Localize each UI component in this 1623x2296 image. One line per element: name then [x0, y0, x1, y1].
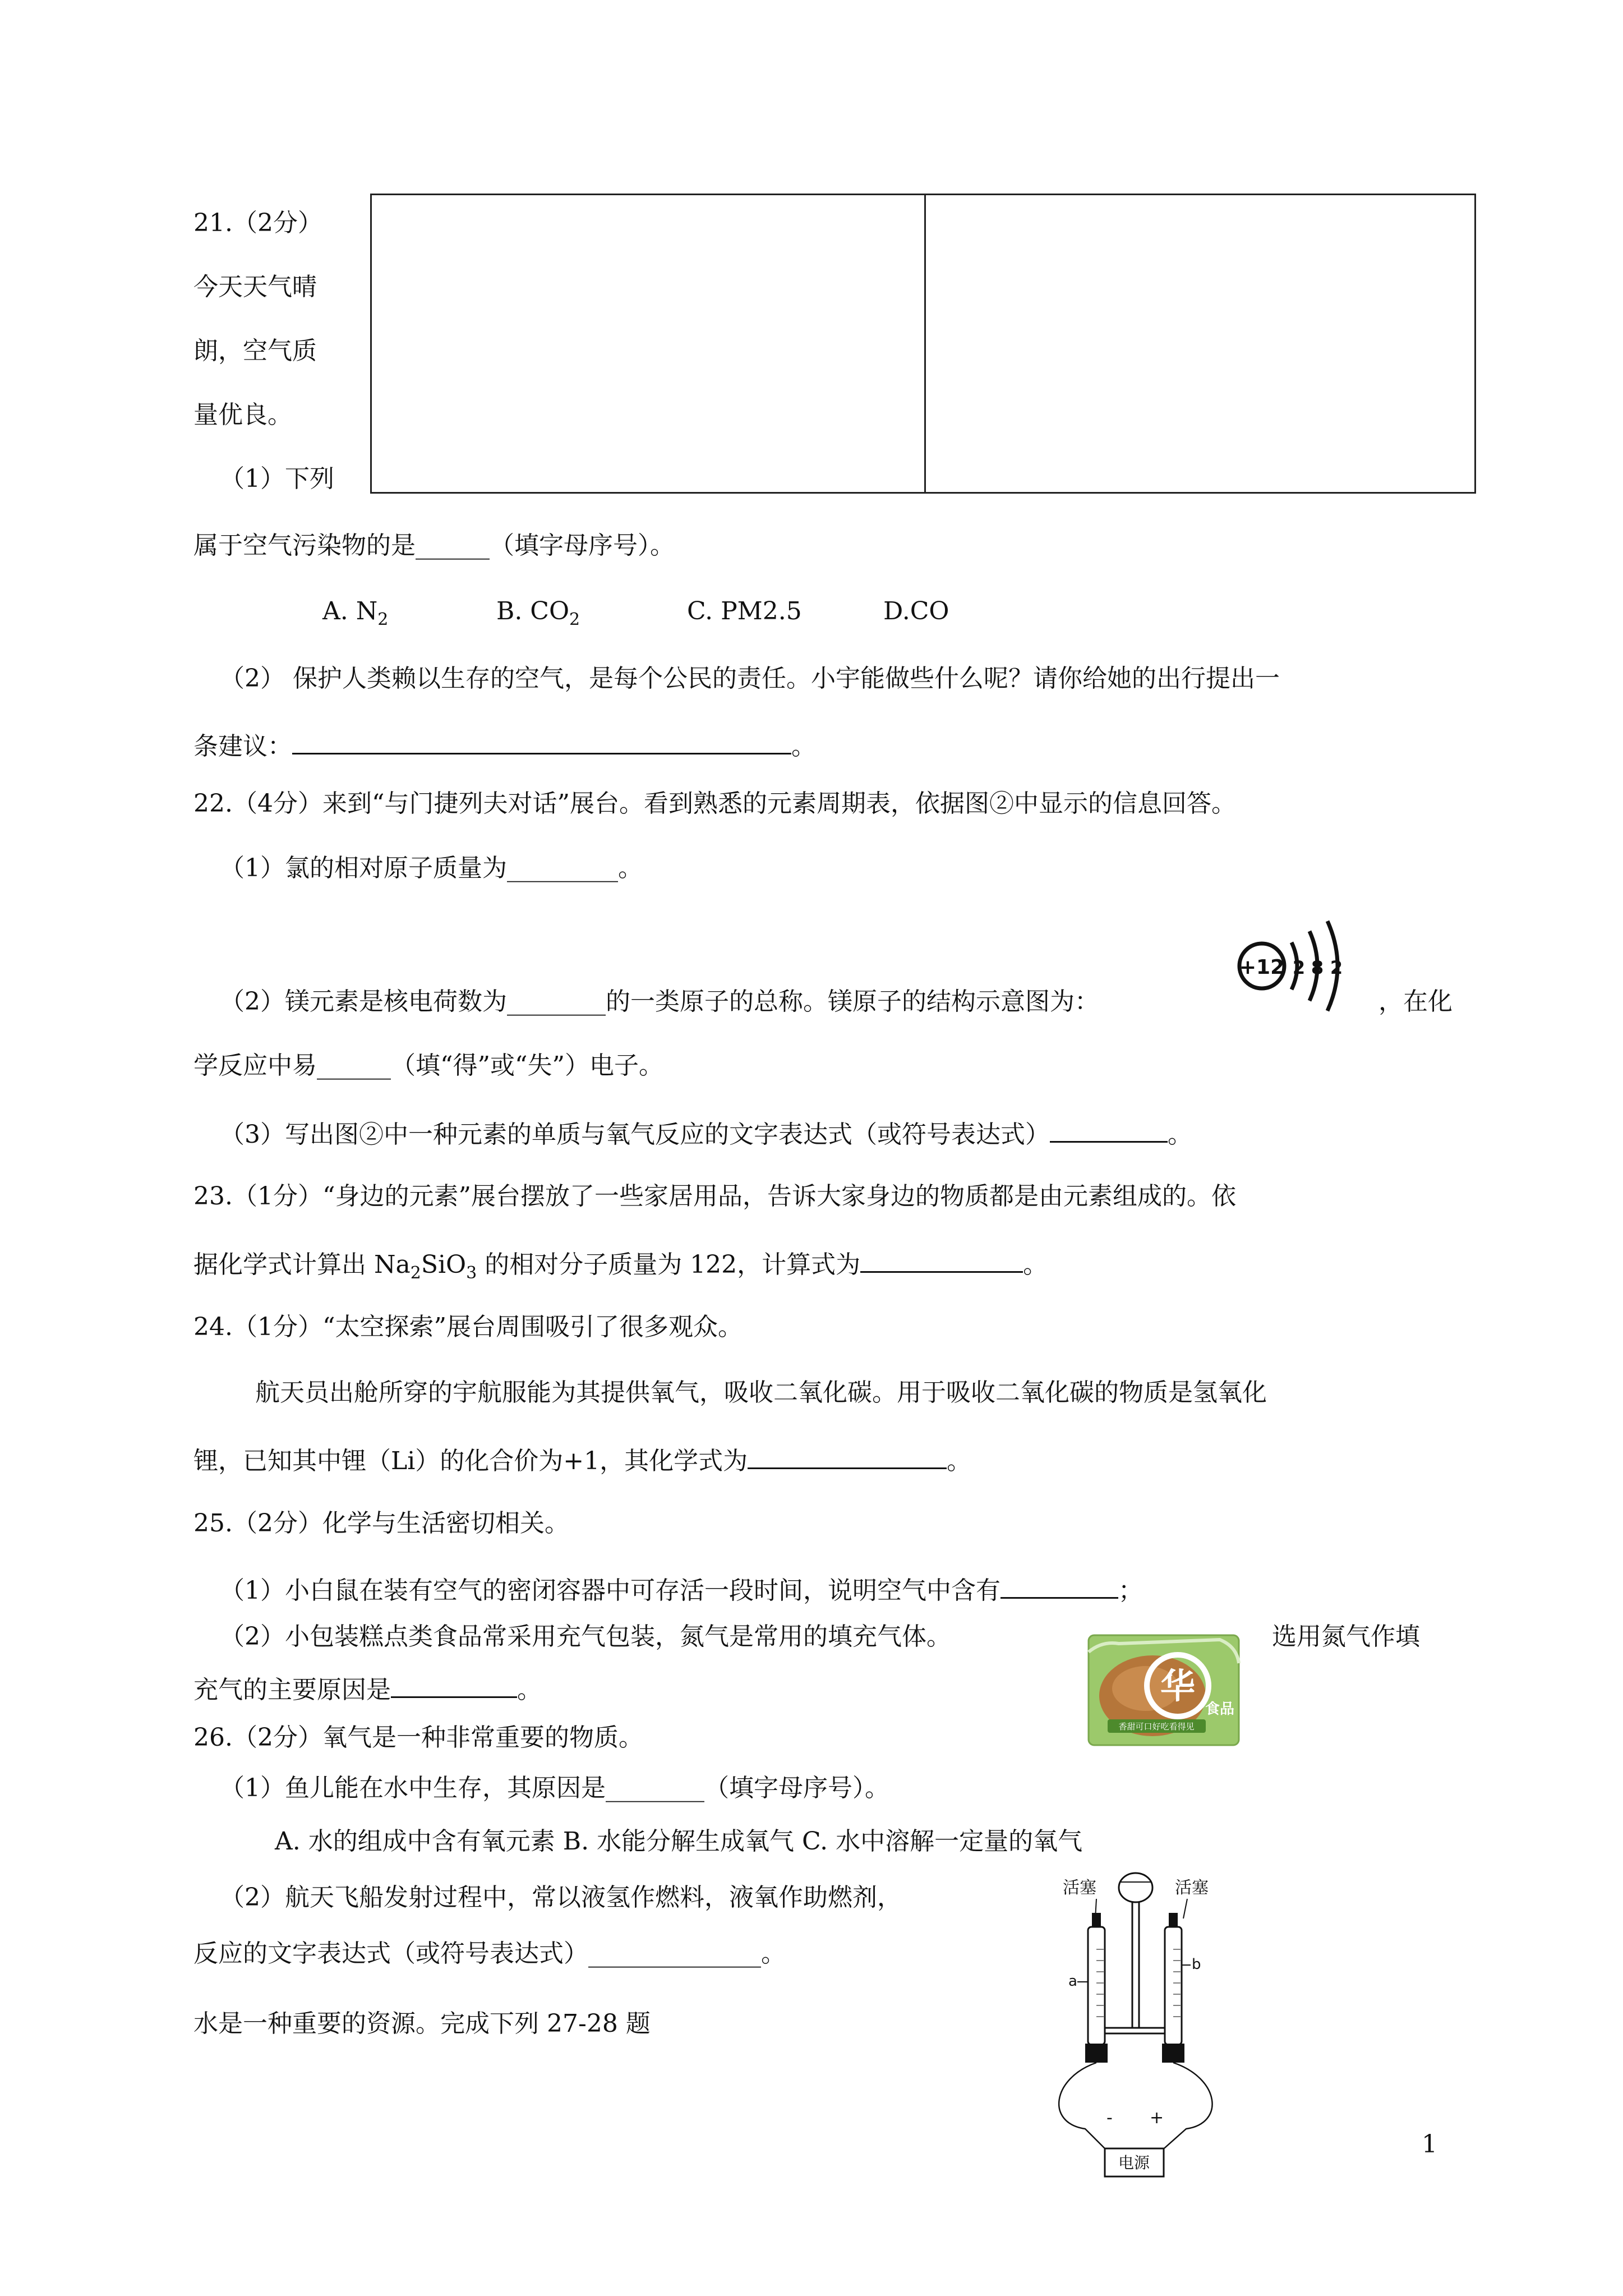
water-intro: 水是一种重要的资源。完成下列 27-28 题 — [193, 2009, 651, 2038]
q22-sub1: （1）氯的相对原子质量为_________。 — [220, 854, 643, 882]
q26-sub2-line1: （2）航天飞船发射过程中，常以液氢作燃料，液氧作助燃剂， — [220, 1883, 902, 1912]
q26-sub2-line2: 反应的文字表达式（或符号表达式）______________。 — [193, 1939, 786, 1968]
package-caption: 香甜可口好吃看得见 — [1118, 1722, 1195, 1732]
negative-terminal: - — [1106, 2108, 1113, 2128]
tube-b-label: b — [1192, 1956, 1201, 1973]
q21-sub1-cont: 属于空气污染物的是______（填字母序号）。 — [193, 531, 675, 560]
q21-text-2: 朗，空气质 — [193, 337, 317, 365]
q21-option-a: A. $N_2$ — [322, 597, 389, 629]
q24-line1: 航天员出舱所穿的宇航服能为其提供氧气，吸收二氧化碳。用于吸收二氧化碳的物质是氢氧化 — [255, 1378, 1267, 1407]
answer-blank — [1050, 1116, 1168, 1143]
q25-sub1: （1）小白鼠在装有空气的密闭容器中可存活一段时间，说明空气中含有 ； — [220, 1572, 1143, 1607]
q21-sub2-line2: 条建议： 。 — [193, 728, 816, 762]
q21-image-table — [370, 194, 1476, 494]
tube-a-graduations — [1096, 1949, 1104, 2017]
package-tag: 食品 — [1205, 1701, 1235, 1718]
tube-a-label: a — [1068, 1973, 1077, 1990]
page-number: 1 — [1422, 2130, 1437, 2159]
answer-blank — [748, 1443, 947, 1469]
q22-sub2-post: ，在化 — [1378, 987, 1453, 1016]
tube-b — [1165, 1927, 1182, 2045]
q25-head: 25.（2分）化学与生活密切相关。 — [193, 1509, 569, 1538]
magnesium-atom-diagram — [1231, 914, 1354, 1018]
tube-a — [1088, 1927, 1105, 2045]
q22-sub3: （3）写出图②中一种元素的单质与氧气反应的文字表达式（或符号表达式） 。 — [220, 1116, 1192, 1151]
nucleus-charge: +12 — [1239, 956, 1285, 979]
table-divider — [924, 195, 926, 492]
q21-option-d: D.CO — [883, 597, 949, 625]
left-stopcock-label: 活塞 — [1063, 1878, 1096, 1898]
answer-blank — [860, 1246, 1023, 1273]
q21-sub2-line1: （2） 保护人类赖以生存的空气，是每个公民的责任。小宇能做些什么呢？请你给她的出行提出一 — [220, 664, 1280, 693]
right-wire — [1161, 2063, 1212, 2151]
shell-electrons-3: 2 — [1330, 957, 1343, 978]
electrolysis-apparatus-diagram — [1040, 1865, 1225, 2202]
power-supply-label: 电源 — [1118, 2154, 1150, 2172]
left-electrode — [1085, 2044, 1108, 2063]
q25-sub2: （2）小包装糕点类食品常采用充气包装，氮气是常用的填充气体。 — [220, 1622, 951, 1651]
q26-options: A. 水的组成中含有氧元素 B. 水能分解生成氧气 C. 水中溶解一定量的氧气 — [275, 1827, 1083, 1856]
right-stopcock-label: 活塞 — [1175, 1878, 1209, 1898]
right-electrode — [1162, 2044, 1184, 2063]
q21-option-b: B. $CO_2$ — [496, 597, 580, 629]
q23-line1: 23.（1分）“身边的元素”展台摆放了一些家居用品，告诉大家身边的物质都是由元素组成的。依 — [193, 1182, 1236, 1211]
q21-text-3: 量优良。 — [193, 401, 292, 429]
q25-sub2-line2: 充气的主要原因是 。 — [193, 1672, 542, 1706]
reservoir-bulb — [1119, 1873, 1152, 1902]
answer-blank — [391, 1672, 517, 1698]
food-package-image — [1085, 1630, 1242, 1750]
q21-head: 21.（2分） — [193, 209, 322, 237]
answer-blank — [1000, 1572, 1118, 1599]
right-stopcock — [1169, 1913, 1178, 1927]
q21-sub1-start: （1）下列 — [220, 464, 334, 493]
q22-sub2-line2: 学反应中易______（填“得”或“失”）电子。 — [193, 1051, 663, 1080]
left-wire — [1059, 2063, 1108, 2151]
q24-head: 24.（1分）“太空探索”展台周围吸引了很多观众。 — [193, 1313, 743, 1341]
q22-sub2-pre: （2）镁元素是核电荷数为________的一类原子的总称。镁原子的结构示意图为： — [220, 987, 1099, 1016]
q26-head: 26.（2分）氧气是一种非常重要的物质。 — [193, 1723, 643, 1752]
shell-electrons-2: 8 — [1311, 957, 1324, 978]
right-label-pointer — [1183, 1899, 1187, 1918]
q22-head: 22.（4分）来到“与门捷列夫对话”展台。看到熟悉的元素周期表，依据图②中显示的信息回答。 — [193, 789, 1236, 818]
shell-electrons-1: 2 — [1292, 957, 1306, 978]
q21-text-1: 今天天气晴 — [193, 273, 317, 301]
q23-line2: 据化学式计算出 $Na_2SiO_3$ 的相对分子质量为 122，计算式为 。 — [193, 1246, 1048, 1289]
tube-b-graduations — [1173, 1949, 1181, 2017]
left-stopcock — [1092, 1913, 1101, 1927]
answer-blank — [292, 728, 791, 754]
package-logo: 华 — [1160, 1665, 1196, 1706]
q24-line2: 锂，已知其中锂（Li）的化合价为+1，其化学式为 。 — [193, 1443, 971, 1477]
q25-sub2-post: 选用氮气作填 — [1272, 1622, 1420, 1651]
positive-terminal: + — [1150, 2108, 1164, 2128]
q26-sub1: （1）鱼儿能在水中生存，其原因是________（填字母序号）。 — [220, 1774, 889, 1802]
q21-option-c: C. PM2.5 — [687, 597, 802, 625]
